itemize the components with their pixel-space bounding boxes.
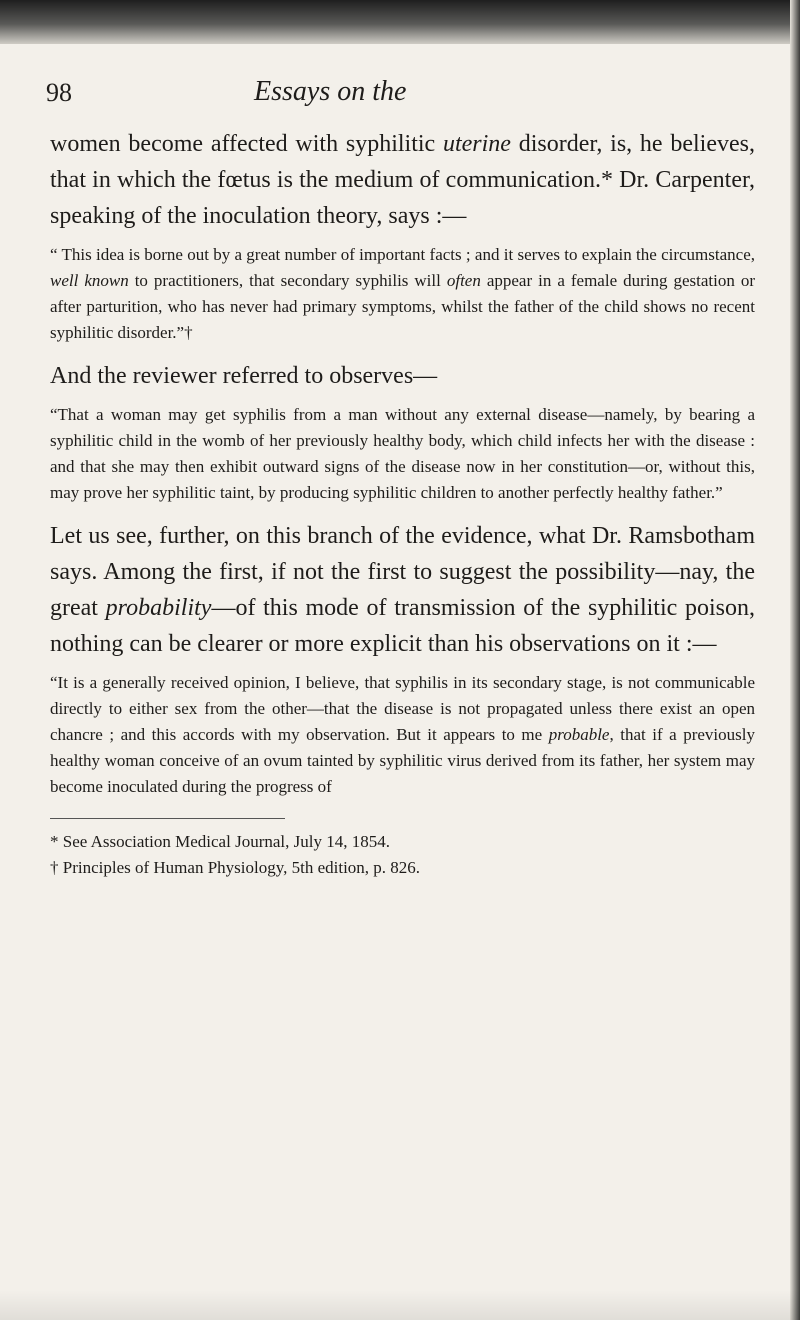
quotation-carpenter-text-c: to practitioners, that secondary syphilis will xyxy=(128,271,447,290)
quotation-carpenter-emphasis-2: often xyxy=(446,271,481,290)
paragraph-1-text-c: disorder, is, he believes, that in which the fœtus is the medium of communication.* Dr. Carpenter, speaking of the inoculation theory, says :— xyxy=(50,131,755,229)
quotation-reviewer: “That a woman may get syphilis from a man without any external disease—namely, by bearing a syphilitic child in the womb of her previously healthy body, which child infects her with the disease : and that she may then exhibit outward signs of the disease now in her constitution—or, without this, may prove her syphilitic taint, by producing syphilitic children to another perfectly healthy father.” xyxy=(50,405,755,502)
scan-top-edge xyxy=(0,0,800,44)
quotation-carpenter-text-a: “ This idea is borne out by a great number of important facts ; and it serves to explain the circumstance, xyxy=(50,245,755,264)
paragraph-1-emphasis: uterine xyxy=(442,131,511,157)
quotation-ramsbotham-text-c: , that if a previously healthy woman conceive of an ovum tainted by syphilitic virus derived from its father, her system may become inoculated during the progress of xyxy=(50,725,755,796)
paragraph-1-text-a: women become affected with syphilitic xyxy=(50,131,443,157)
scan-right-edge xyxy=(790,0,800,1320)
footnote-rule xyxy=(50,818,285,819)
paragraph-3-emphasis: probability xyxy=(105,595,212,621)
paragraph-2: And the reviewer referred to observes— xyxy=(50,363,438,389)
scan-bottom-shadow xyxy=(0,1290,800,1320)
paragraph-1 xyxy=(50,126,755,234)
footnote-2: † Principles of Human Physiology, 5th edition, p. 826. xyxy=(50,858,421,877)
page-body xyxy=(50,126,755,881)
quotation-ramsbotham-emphasis: probable xyxy=(548,725,610,744)
quotation-ramsbotham-text-a: “It is a generally received opinion, I believe, that syphilis in its secondary stage, is not communicable directly to either sex from the other—that the disease is not propagated unless there exist an open chancre ; and this accords with my observation. But it appears to me xyxy=(50,673,755,744)
quotation-carpenter-emphasis-1: well known xyxy=(50,271,129,290)
running-title: Essays on the xyxy=(254,76,407,107)
quotation-ramsbotham xyxy=(50,670,755,800)
paragraph-3 xyxy=(50,518,755,662)
page-number: 98 xyxy=(46,78,72,107)
page-header xyxy=(42,76,762,116)
footnote-1: * See Association Medical Journal, July 14, 1854. xyxy=(50,832,390,851)
quotation-carpenter xyxy=(50,242,755,346)
paragraph-3-text-c: —of this mode of transmission of the syphilitic poison, nothing can be clearer or more explicit than his observations on it :— xyxy=(50,595,756,657)
quotation-carpenter-text-e: appear in a female during gestation or after parturition, who has never had primary symptoms, whilst the father of the child shows no recent syphilitic disorder.”† xyxy=(50,271,756,342)
paragraph-3-text-a: Let us see, further, on this branch of the evidence, what Dr. Ramsbotham says. Among the first, if not the first to suggest the possibility—nay, the great xyxy=(50,523,755,621)
